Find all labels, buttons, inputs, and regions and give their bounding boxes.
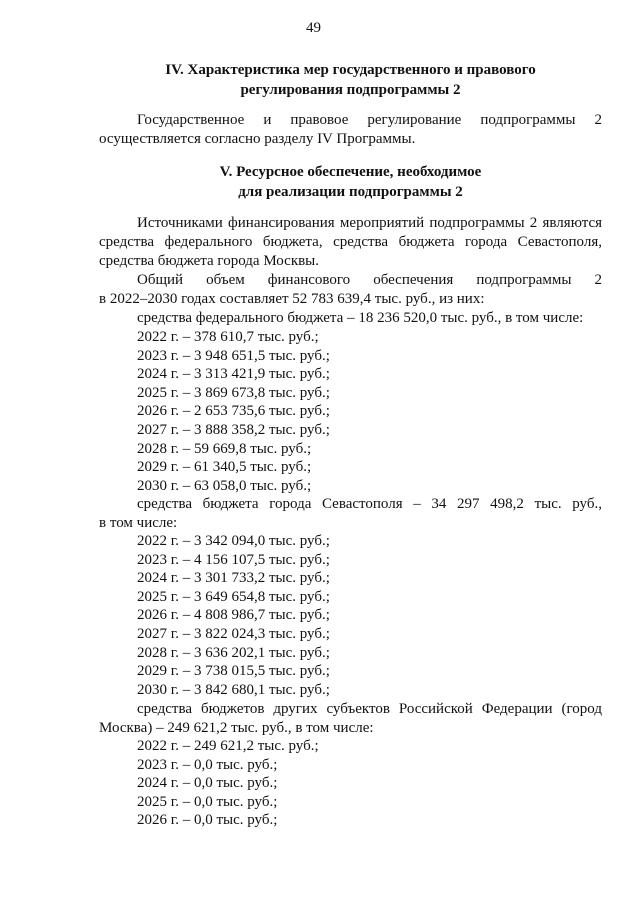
year-amount-item: 2024 г. – 3 301 733,2 тыс. руб.; [137,570,330,587]
heading-line: для реализации подпрограммы 2 [238,184,463,200]
year-amount-item: 2026 г. – 4 808 986,7 тыс. руб.; [137,607,330,624]
sevastopol-budget-intro [99,495,602,533]
federal-budget-intro: средства федерального бюджета – 18 236 520,0 тыс. руб., в том числе: [137,310,584,326]
year-amount-item: 2025 г. – 3 869 673,8 тыс. руб.; [137,384,330,401]
year-amount-item: 2029 г. – 3 738 015,5 тыс. руб.; [137,663,330,680]
year-amount-item: 2030 г. – 63 058,0 тыс. руб.; [137,477,312,494]
year-amount-item: 2023 г. – 3 948 651,5 тыс. руб.; [137,347,330,364]
year-amount-item: 2027 г. – 3 888 358,2 тыс. руб.; [137,421,330,438]
funding-sources-paragraph [99,214,602,271]
page-number: 49 [306,20,321,36]
sevastopol-budget-years [137,532,537,699]
year-amount-item: 2023 г. – 4 156 107,5 тыс. руб.; [137,551,330,568]
section-4-paragraph [99,111,602,149]
section-4-heading [99,60,602,100]
other-regions-budget-intro [99,700,602,738]
heading-line: V. Ресурсное обеспечение, необходимое [219,164,482,180]
year-amount-item: 2028 г. – 3 636 202,1 тыс. руб.; [137,644,330,661]
section-5-heading [99,162,602,202]
year-amount-item: 2025 г. – 3 649 654,8 тыс. руб.; [137,588,330,605]
year-amount-item: 2023 г. – 0,0 тыс. руб.; [137,756,278,773]
other-regions-budget-years [137,737,537,830]
paragraph-line: Государственное и правовое регулирование подпрограммы 2 [137,112,602,128]
paragraph-line: осуществляется согласно разделу IV Программы. [99,131,416,147]
paragraph-line: средства федерального бюджета, средства бюджета города Севастополя, [99,234,602,250]
paragraph-line: в том числе: [99,515,178,531]
federal-budget-years [137,328,537,495]
year-amount-item: 2030 г. – 3 842 680,1 тыс. руб.; [137,681,330,698]
paragraph-line: Источниками финансирования мероприятий подпрограммы 2 являются [137,215,602,231]
year-amount-item: 2022 г. – 249 621,2 тыс. руб.; [137,738,319,754]
paragraph-line: в 2022–2030 годах составляет 52 783 639,4 тыс. руб., из них: [99,291,485,307]
heading-line: IV. Характеристика мер государственного и правового [165,62,536,78]
heading-line: регулирования подпрограммы 2 [240,82,461,98]
paragraph-line: Москва) – 249 621,2 тыс. руб., в том числе: [99,720,374,736]
year-amount-item: 2026 г. – 0,0 тыс. руб.; [137,812,278,829]
total-funding-paragraph [99,271,602,309]
year-amount-item: 2029 г. – 61 340,5 тыс. руб.; [137,459,312,476]
year-amount-item: 2027 г. – 3 822 024,3 тыс. руб.; [137,625,330,642]
year-amount-item: 2022 г. – 378 610,7 тыс. руб.; [137,329,319,345]
paragraph-line: средства бюджета города Москвы. [99,253,320,269]
year-amount-item: 2025 г. – 0,0 тыс. руб.; [137,793,278,810]
year-amount-item: 2024 г. – 0,0 тыс. руб.; [137,775,278,792]
paragraph-line: Общий объем финансового обеспечения подпрограммы 2 [137,272,602,288]
year-amount-item: 2026 г. – 2 653 735,6 тыс. руб.; [137,403,330,420]
year-amount-item: 2022 г. – 3 342 094,0 тыс. руб.; [137,533,330,549]
year-amount-item: 2028 г. – 59 669,8 тыс. руб.; [137,440,312,457]
year-amount-item: 2024 г. – 3 313 421,9 тыс. руб.; [137,366,330,383]
paragraph-line: средства бюджета города Севастополя – 34 297 498,2 тыс. руб., [137,496,602,512]
paragraph-line: средства бюджетов других субъектов Российской Федерации (город [137,701,602,717]
